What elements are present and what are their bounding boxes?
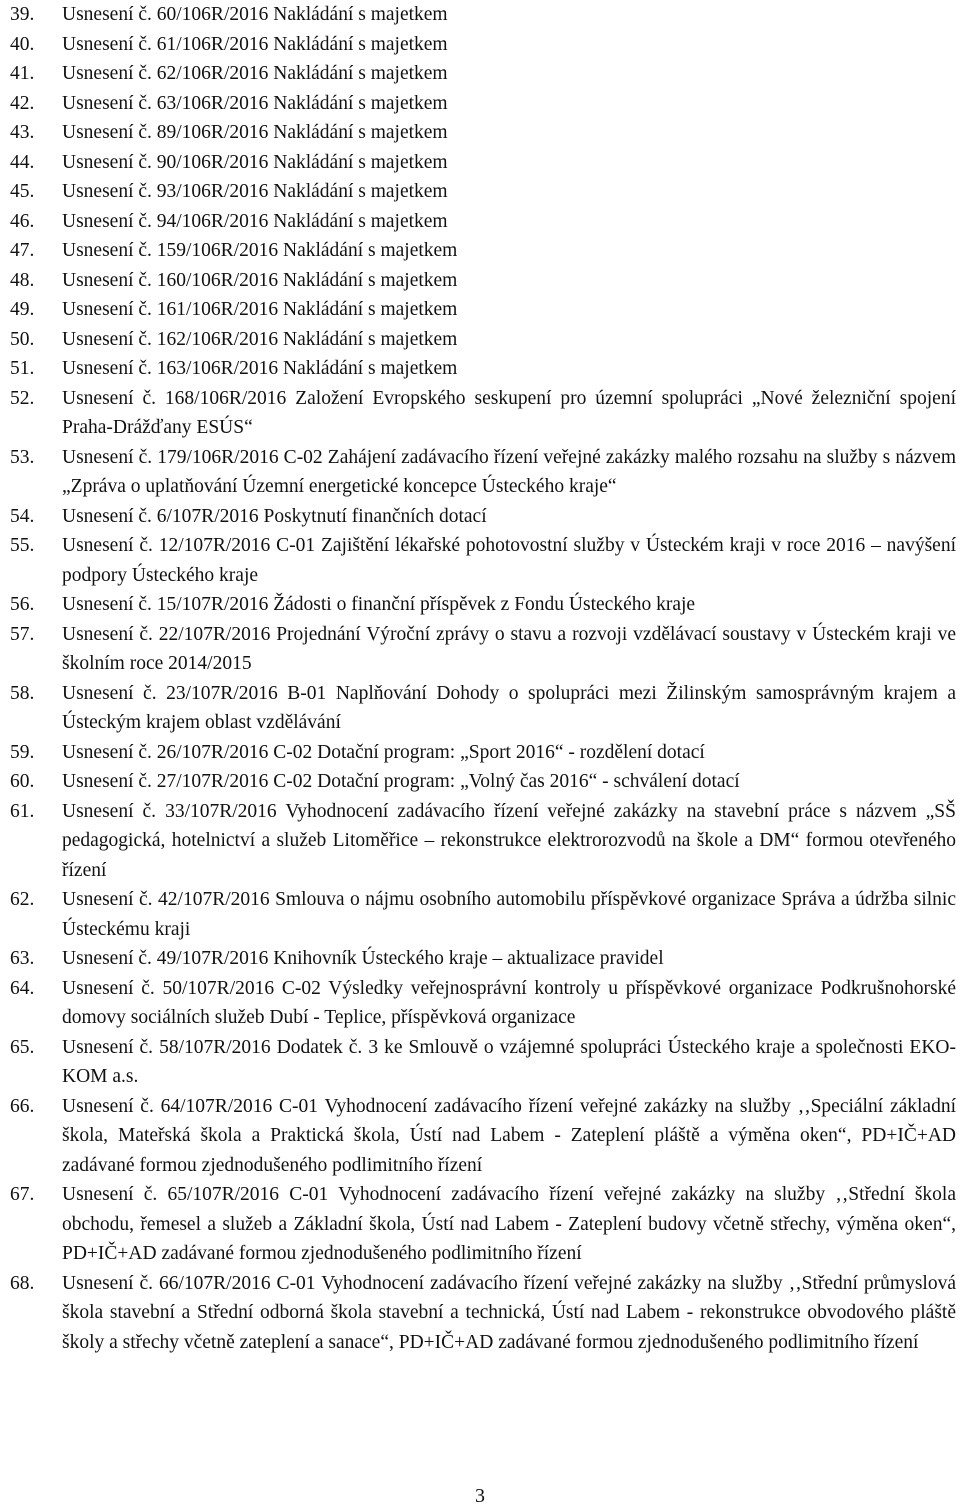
item-number: 57. (10, 623, 35, 645)
item-text: Usnesení č. 62/106R/2016 Nakládání s majetkem (62, 63, 448, 84)
item-text: Usnesení č. 33/107R/2016 Vyhodnocení zadávacího řízení veřejné zakázky na stavební práce s názvem „SŠ pedagogická, hotelnictví a služeb Litoměřice – rekonstrukce elektrorozvodů na škole a DM“ formou otevřeného řízení (62, 800, 956, 881)
item-text: Usnesení č. 58/107R/2016 Dodatek č. 3 ke Smlouvě o vzájemné spolupráci Ústeckého kraje a společnosti EKO-KOM a.s. (62, 1036, 956, 1087)
list-item (10, 1180, 956, 1269)
item-text: Usnesení č. 6/107R/2016 Poskytnutí finančních dotací (62, 505, 487, 527)
item-text: Usnesení č. 94/106R/2016 Nakládání s majetkem (62, 210, 448, 232)
item-text: Usnesení č. 63/106R/2016 Nakládání s majetkem (62, 92, 448, 114)
item-text: Usnesení č. 49/107R/2016 Knihovník Ústeckého kraje – aktualizace pravidel (62, 948, 664, 969)
item-text: Usnesení č. 160/106R/2016 Nakládání s majetkem (62, 269, 458, 291)
list-item (10, 974, 956, 1033)
item-text: Usnesení č. 27/107R/2016 C-02 Dotační program: „Volný čas 2016“ - schválení dotací (62, 771, 740, 792)
item-number: 41. (10, 63, 35, 84)
item-text: Usnesení č. 26/107R/2016 C-02 Dotační program: „Sport 2016“ - rozdělení dotací (62, 741, 705, 763)
item-number: 39. (10, 4, 35, 25)
list-item (10, 738, 956, 768)
list-item (10, 177, 956, 207)
list-item (10, 89, 956, 119)
list-item (10, 797, 956, 886)
item-number: 52. (10, 387, 35, 409)
item-number: 46. (10, 210, 35, 232)
item-text: Usnesení č. 159/106R/2016 Nakládání s majetkem (62, 240, 458, 261)
item-text: Usnesení č. 23/107R/2016 B-01 Naplňování Dohody o spolupráci mezi Žilinským samosprávným krajem a Ústeckým krajem oblast vzdělávání (62, 682, 956, 733)
list-item (10, 384, 956, 443)
item-text: Usnesení č. 42/107R/2016 Smlouva o nájmu osobního automobilu příspěvkové organizace Správa a údržba silnic Ústeckému kraji (62, 889, 956, 940)
list-item (10, 944, 956, 974)
list-item (10, 148, 956, 178)
item-text: Usnesení č. 66/107R/2016 C-01 Vyhodnocení zadávacího řízení veřejné zakázky na služby ‚‚Střední průmyslová škola stavební a Střední odborná škola stavební a technická, Ústí nad Labem - rekonstrukce obvodového pláště školy a střechy včetně zateplení a sanace“, PD+IČ+AD zadávané formou zjednodušeného podlimitního řízení (62, 1272, 956, 1353)
item-text: Usnesení č. 65/107R/2016 C-01 Vyhodnocení zadávacího řízení veřejné zakázky na služby ‚‚Střední škola obchodu, řemesel a služeb a Základní škola, Ústí nad Labem - Zateplení budovy včetně střechy, výměna oken“, PD+IČ+AD zadávané formou zjednodušeného podlimitního řízení (62, 1184, 956, 1264)
item-number: 59. (10, 741, 35, 763)
item-number: 43. (10, 122, 35, 143)
list-item (10, 679, 956, 738)
list-item (10, 295, 956, 325)
item-number: 58. (10, 682, 35, 704)
resolution-list (10, 0, 956, 1357)
item-number: 62. (10, 889, 35, 910)
item-text: Usnesení č. 61/106R/2016 Nakládání s majetkem (62, 33, 448, 55)
page-number: 3 (475, 1485, 485, 1507)
list-item (10, 236, 956, 266)
item-text: Usnesení č. 161/106R/2016 Nakládání s majetkem (62, 299, 458, 320)
list-item (10, 1092, 956, 1181)
list-item (10, 767, 956, 797)
item-number: 42. (10, 92, 35, 114)
item-text: Usnesení č. 22/107R/2016 Projednání Výroční zprávy o stavu a rozvoji vzdělávací soustavy v Ústeckém kraji ve školním roce 2014/2015 (62, 623, 956, 674)
item-number: 49. (10, 299, 35, 320)
item-number: 44. (10, 151, 35, 173)
item-number: 56. (10, 594, 35, 615)
item-number: 53. (10, 446, 35, 468)
item-number: 67. (10, 1184, 35, 1205)
list-item (10, 590, 956, 620)
item-number: 64. (10, 977, 35, 999)
item-number: 45. (10, 181, 35, 202)
list-item (10, 325, 956, 355)
item-text: Usnesení č. 163/106R/2016 Nakládání s majetkem (62, 358, 458, 379)
item-text: Usnesení č. 179/106R/2016 C-02 Zahájení zadávacího řízení veřejné zakázky malého rozsahu na služby s názvem „Zpráva o uplatňování Územní energetické koncepce Ústeckého kraje“ (62, 446, 956, 497)
item-number: 40. (10, 33, 35, 55)
list-item (10, 118, 956, 148)
item-number: 51. (10, 358, 35, 379)
item-number: 65. (10, 1036, 35, 1058)
item-number: 68. (10, 1272, 35, 1294)
item-text: Usnesení č. 89/106R/2016 Nakládání s majetkem (62, 122, 448, 143)
list-item (10, 1033, 956, 1092)
item-number: 54. (10, 505, 35, 527)
item-number: 47. (10, 240, 35, 261)
list-item (10, 885, 956, 944)
item-number: 50. (10, 328, 35, 350)
item-text: Usnesení č. 12/107R/2016 C-01 Zajištění lékařské pohotovostní služby v Ústeckém kraji v roce 2016 – navýšení podpory Ústeckého kraje (62, 535, 956, 586)
list-item (10, 620, 956, 679)
item-text: Usnesení č. 64/107R/2016 C-01 Vyhodnocení zadávacího řízení veřejné zakázky na služby ‚‚Speciální základní škola, Mateřská škola a Praktická škola, Ústí nad Labem - Zateplení pláště a výměna oken“, PD+IČ+AD zadávané formou zjednodušeného podlimitního řízení (62, 1095, 956, 1176)
list-item (10, 0, 956, 30)
list-item (10, 30, 956, 60)
list-item (10, 502, 956, 532)
list-item (10, 354, 956, 384)
item-text: Usnesení č. 50/107R/2016 C-02 Výsledky veřejnosprávní kontroly u příspěvkové organizace Podkrušnohorské domovy sociálních služeb Dubí - Teplice, příspěvková organizace (62, 977, 956, 1028)
list-item (10, 1269, 956, 1358)
list-item (10, 59, 956, 89)
item-text: Usnesení č. 168/106R/2016 Založení Evropského seskupení pro územní spolupráci „Nové železniční spojení Praha-Drážďany ESÚS“ (62, 387, 956, 438)
item-text: Usnesení č. 15/107R/2016 Žádosti o finanční příspěvek z Fondu Ústeckého kraje (62, 594, 696, 615)
item-number: 66. (10, 1095, 35, 1117)
list-item (10, 207, 956, 237)
item-number: 48. (10, 269, 35, 291)
item-text: Usnesení č. 162/106R/2016 Nakládání s majetkem (62, 328, 458, 350)
list-item (10, 443, 956, 502)
item-text: Usnesení č. 90/106R/2016 Nakládání s majetkem (62, 151, 448, 173)
item-number: 60. (10, 771, 35, 792)
item-number: 61. (10, 800, 35, 822)
item-number: 63. (10, 948, 35, 969)
item-text: Usnesení č. 93/106R/2016 Nakládání s majetkem (62, 181, 448, 202)
item-number: 55. (10, 535, 35, 556)
item-text: Usnesení č. 60/106R/2016 Nakládání s majetkem (62, 4, 448, 25)
list-item (10, 531, 956, 590)
list-item (10, 266, 956, 296)
